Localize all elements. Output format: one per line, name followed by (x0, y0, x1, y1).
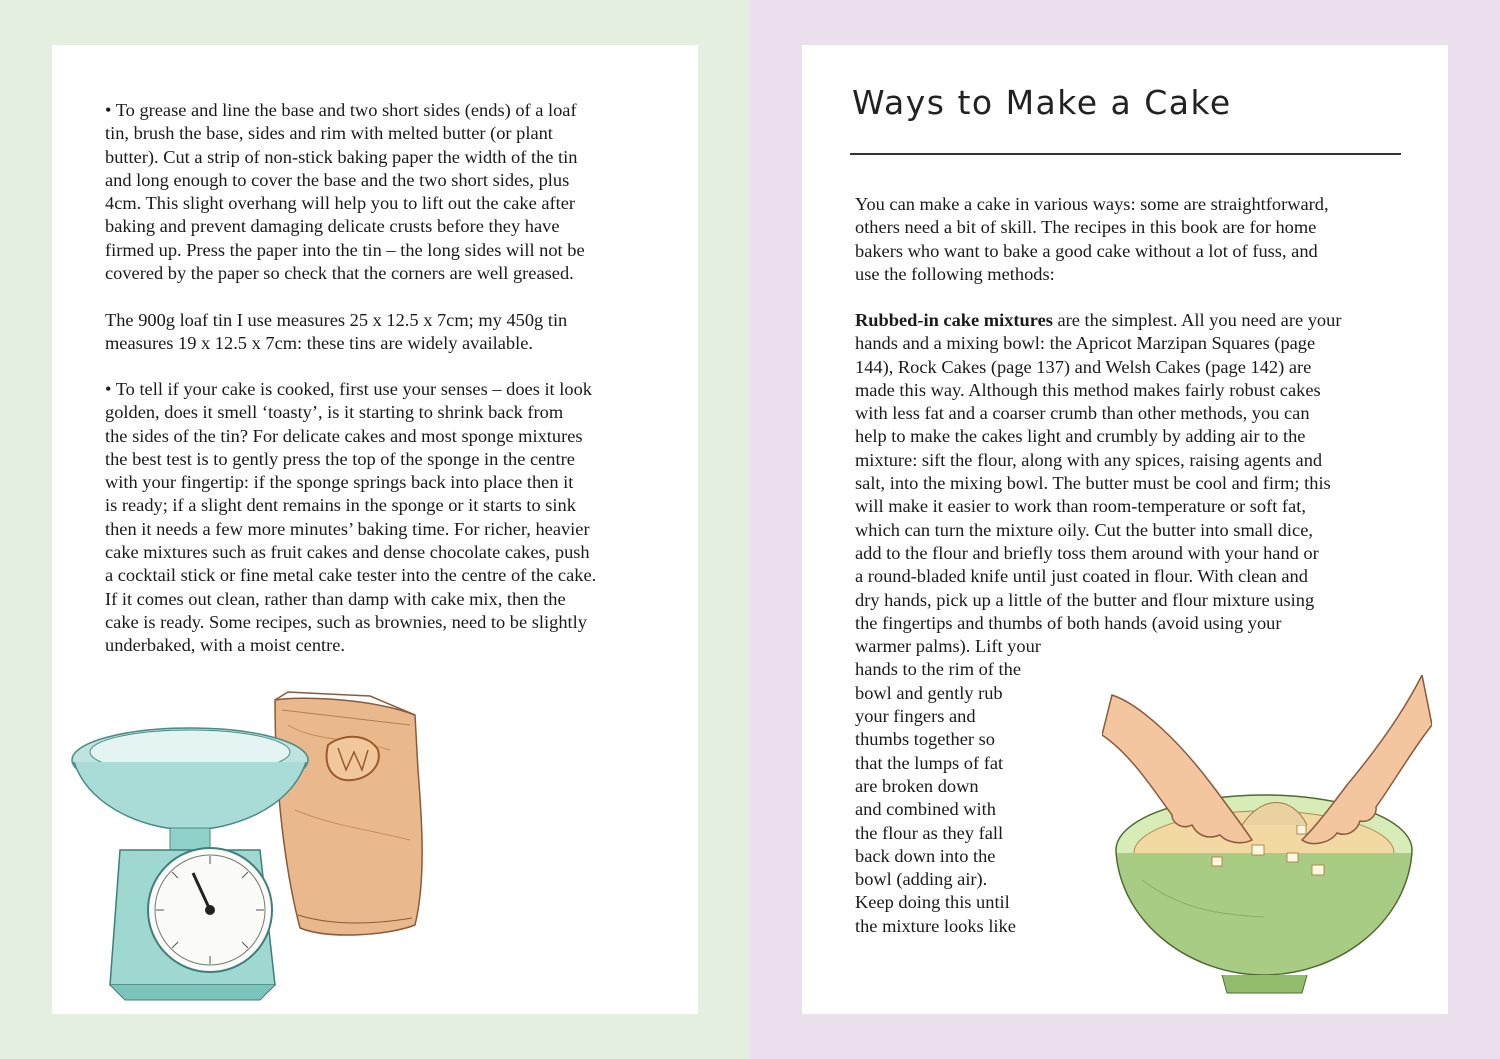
kitchen-scales-illustration (72, 728, 308, 1000)
paragraph-greasing-tin: • To grease and line the base and two short sides (ends) of a loaf tin, brush the base, sides and rim with melted butter (or plant butter). Cut a strip of non-stick baking paper the width of the tin and long enough to cover the base and the two short sides, plus 4cm. This slight overhang will help you to lift out the cake after baking and prevent damaging delicate crusts before they have firmed up. Press the paper into the tin – the long sides will not be covered by the paper so check that the corners are well greased. (105, 100, 585, 284)
left-page (52, 45, 698, 1014)
paragraph-tin-sizes: The 900g loaf tin I use measures 25 x 12.5 x 7cm; my 450g tin measures 19 x 12.5 x 7cm: these tins are widely available. (105, 310, 568, 354)
flour-bag-illustration (275, 692, 422, 935)
right-page (802, 45, 1448, 1014)
title-divider (850, 153, 1401, 155)
rubbed-in-heading: Rubbed-in cake mixtures (855, 310, 1053, 330)
page-title: Ways to Make a Cake (852, 83, 1232, 122)
hands-mixing-bowl-illustration (1102, 675, 1432, 1005)
scales-and-flour-illustration (70, 690, 430, 1010)
rubbed-in-text: are the simplest. All you need are your hands and a mixing bowl: the Apricot Marzipan Squares (page 144), Rock Cakes (page 137) and Welsh Cakes (page 142) are made this way. Although this method makes fairly robust cakes with less fat and a coarser crumb than other methods, you can help to make the cakes light and crumbly by adding air to the mixture: sift the flour, along with any spices, raising agents and salt, into the mixing bowl. The butter must be cool and firm; this will make it easier to work than room-temperature or soft fat, which can turn the mixture oily. Cut the butter into small dice, add to the flour and briefly toss them around with your hand or a round-bladed knife until just coated in flour. With clean and dry hands, pick up a little of the butter and flour mixture using the fingertips and thumbs of both hands (avoid using your warmer palms). Lift your hands to the rim of the bowl and gently rub your fingers and thumbs together so that the lumps of fat are broken down and combined with the flour as they fall back down into the bowl (adding air). Keep doing this until the mixture looks like (855, 310, 1342, 936)
paragraph-cake-cooked: • To tell if your cake is cooked, first use your senses – does it look golden, does it smell ‘toasty’, is it starting to shrink back from the sides of the tin? For delicate cakes and most sponge mixtures the best test is to gently press the top of the sponge in the centre with your fingertip: if the sponge springs back into place then it is ready; if a slight dent remains in the sponge or it starts to sink then it needs a few more minutes’ baking time. For richer, heavier cake mixtures such as fruit cakes and dense chocolate cakes, push a cocktail stick or fine metal cake tester into the centre of the cake. If it comes out clean, rather than damp with cake mix, then the cake is ready. Some recipes, such as brownies, need to be slightly underbaked, with a moist centre. (105, 379, 597, 656)
paragraph-intro: You can make a cake in various ways: some are straightforward, others need a bit of skill. The recipes in this book are for home bakers who want to bake a good cake without a lot of fuss, and use the following methods: (855, 194, 1329, 284)
